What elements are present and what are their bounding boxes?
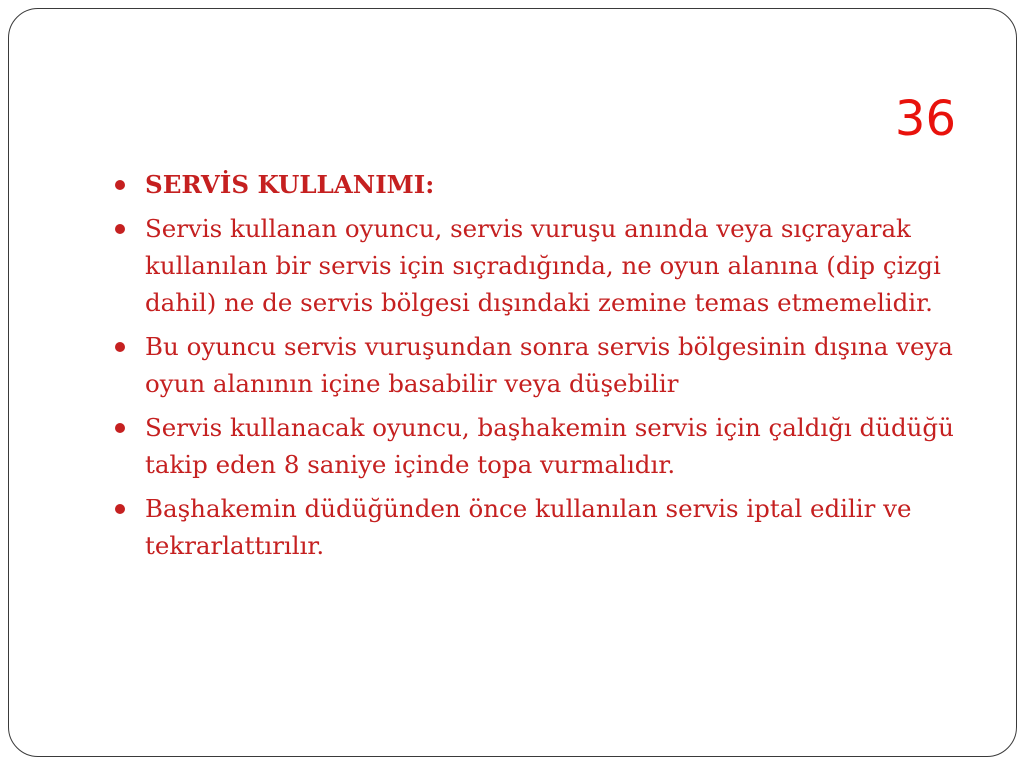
bullet-item [112, 210, 984, 321]
bullet-icon [115, 504, 125, 514]
bullet-text: Bu oyuncu servis vuruşundan sonra servis bölgesinin dışına veya oyun alanının içine basabilir veya düşebilir [145, 332, 953, 398]
bullet-item [112, 409, 984, 483]
bullet-item [112, 328, 984, 402]
bullet-text: Servis kullanacak oyuncu, başhakemin servis için çaldığı düdüğü takip eden 8 saniye içinde topa vurmalıdır. [145, 413, 954, 479]
bullet-icon [115, 224, 125, 234]
bullet-icon [115, 180, 125, 190]
bullet-text: Servis kullanan oyuncu, servis vuruşu anında veya sıçrayarak kullanılan bir servis için sıçradığında, ne oyun alanına (dip çizgi dahil) ne de servis bölgesi dışındaki zemine temas etmemelidir. [145, 214, 941, 317]
bullet-icon [115, 423, 125, 433]
bullet-item [112, 490, 984, 564]
bullet-icon [115, 342, 125, 352]
bullet-text: Başhakemin düdüğünden önce kullanılan servis iptal edilir ve tekrarlattırılır. [145, 494, 912, 560]
bullet-heading [112, 166, 984, 203]
slide-number: 36 [894, 91, 956, 147]
slide-content [112, 166, 984, 571]
bullet-text: SERVİS KULLANIMI: [145, 170, 435, 199]
bullet-list [112, 166, 984, 564]
